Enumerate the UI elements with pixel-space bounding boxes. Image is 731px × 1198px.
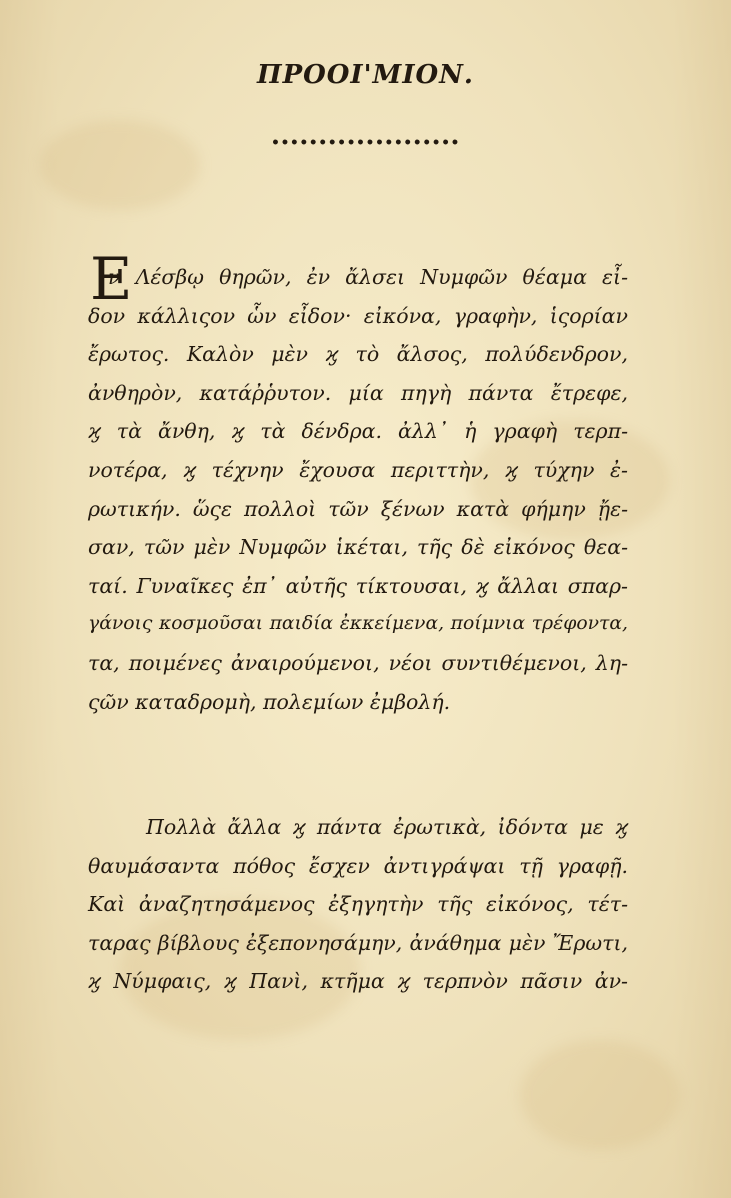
text-line: ϗ τὰ ἄνθη, ϗ τὰ δένδρα. ἀλλ᾽ ἡ γραφὴ τερπ- <box>88 419 628 444</box>
text-line: τα, ποιμένες ἀναιρούμενοι, νέοι συντιθέμενοι, λη- <box>88 650 628 675</box>
text-line: ρωτικήν. ὥςε πολλοὶ τῶν ξένων κατὰ φήμην ᾔε- <box>88 496 628 521</box>
text-line: ςῶν καταδρομὴ, πολεμίων ἐμβολή. <box>88 689 451 714</box>
text-line: ταρας βίβλους ἐξεπονησάμην, ἀνάθημα μὲν Ἔρωτι, <box>88 930 628 955</box>
paper-stain <box>520 1040 680 1150</box>
ornament-divider: •••••••••••••••••••• <box>271 135 460 151</box>
text-line: ταί. Γυναῖκες ἐπ᾽ αὐτῆς τίκτουσαι, ϗ ἄλλαι σπαρ- <box>88 573 628 598</box>
drop-cap: Ε <box>90 245 133 313</box>
page-title: ΠΡΟΟΙ'ΜΙΟΝ. <box>257 60 474 90</box>
text-line: ϗ Νύμφαις, ϗ Πανὶ, κτῆμα ϗ τερπνὸν πᾶσιν ἀν- <box>88 969 628 994</box>
text-line: σαν, τῶν μὲν Νυμφῶν ἱκέται, τῆς δὲ εἰκόνος θεα- <box>88 535 628 560</box>
text-line: δον κάλλιςον ὧν εἶδον· εἰκόνα, γραφὴν, ἱςορίαν <box>88 303 628 328</box>
paragraph-2 <box>88 808 628 1001</box>
text-line: θαυμάσαντα πόθος ἔσχεν ἀντιγράψαι τῇ γραφῇ. <box>88 853 628 878</box>
text-line: ν Λέσβῳ θηρῶν, ἐν ἄλσει Νυμφῶν θέαμα εἶ- <box>108 265 628 289</box>
text-line: Καὶ ἀναζητησάμενος ἐξηγητὴν τῆς εἰκόνος, τέτ- <box>88 892 628 917</box>
paragraph-1 <box>88 258 628 721</box>
text-line: Πολλὰ ἄλλα ϗ πάντα ἐρωτικὰ, ἰδόντα με ϗ <box>146 815 628 839</box>
text-line: ἀνθηρὸν, κατάῤῥυτον. μία πηγὴ πάντα ἔτρεφε, <box>88 380 628 405</box>
text-line: γάνοις κοσμοῦσαι παιδία ἐκκείμενα, ποίμνια τρέφοντα, <box>88 613 628 635</box>
text-line: ἔρωτος. Καλὸν μὲν ϗ τὸ ἄλσος, πολύδενδρον, <box>88 342 628 367</box>
paper-stain <box>40 120 200 210</box>
text-line: νοτέρα, ϗ τέχνην ἔχουσα περιττὴν, ϗ τύχην ἐ- <box>88 457 628 482</box>
